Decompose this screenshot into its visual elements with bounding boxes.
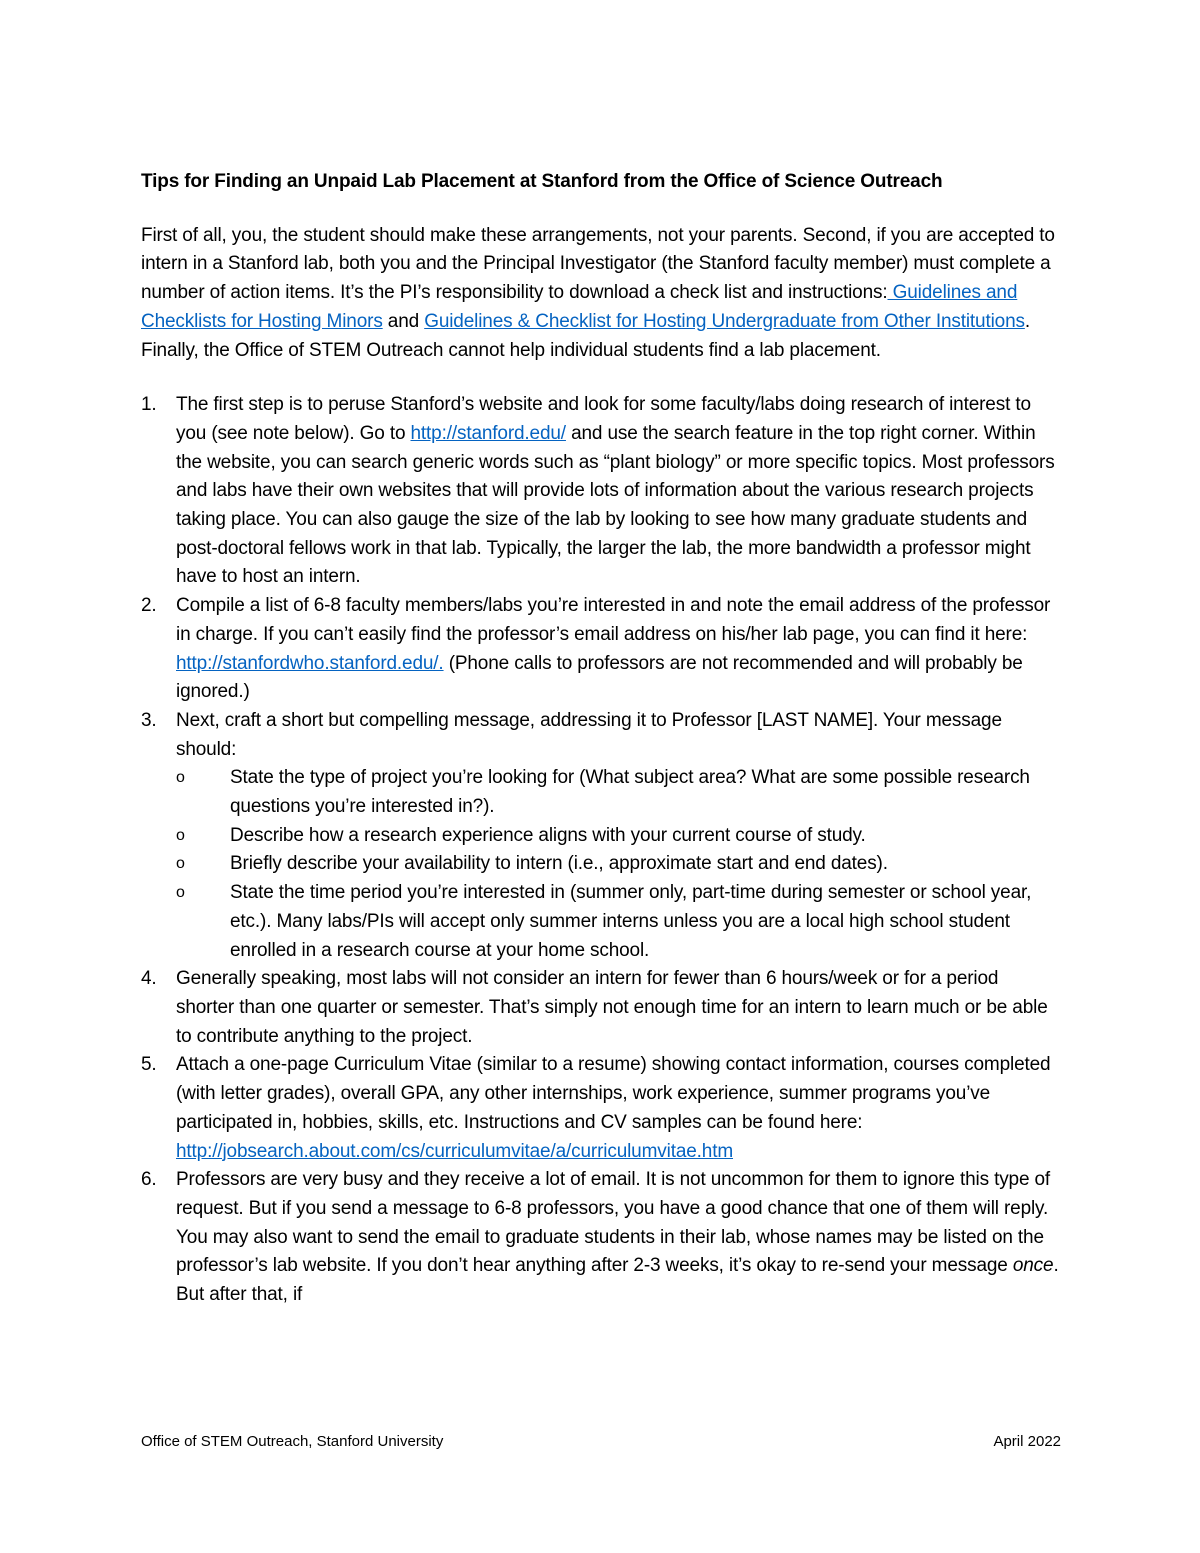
step-1-text-2: and use the search feature in the top right corner. Within the website, you can search generic words such as “plant biology” or more specific topics. Most professors and labs have their own websites that will provide lots of information about the various research projects taking place. You can also gauge the size of the lab by looking to see how many graduate students and post-doctoral fellows work in that lab. Typically, the larger the lab, the more bandwidth a professor might have to host an intern. (176, 422, 1055, 588)
step-2-text-2: (Phone calls to professors are not recommended and will probably be ignored.) (176, 652, 1023, 703)
bullet-text: State the type of project you’re looking for (What subject area? What are some possible research questions you’re interested in?). (230, 767, 1030, 818)
steps-list (141, 391, 1061, 1310)
step-number: 4. (141, 968, 157, 990)
cv-instructions-link[interactable]: http://jobsearch.about.com/cs/curriculumvitae/a/curriculumvitae.htm (176, 1140, 734, 1162)
footer-organization: Office of STEM Outreach, Stanford University (141, 1433, 444, 1450)
step-5-text: Attach a one-page Curriculum Vitae (similar to a resume) showing contact information, courses completed (with letter grades), overall GPA, any other internships, work experience, summer programs you’ve participated in, hobbies, skills, etc. Instructions and CV samples can be found here: (176, 1054, 1051, 1133)
step-2 (141, 592, 1061, 707)
step-number: 2. (141, 595, 157, 617)
guidelines-undergrad-link[interactable]: Guidelines & Checklist for Hosting Undergraduate from Other Institutions (424, 310, 1025, 332)
intro-paragraph (141, 222, 1061, 366)
bullet-text: Describe how a research experience aligns with your current course of study. (230, 824, 866, 846)
list-item (176, 850, 1061, 879)
step-number: 5. (141, 1054, 157, 1076)
bullet-icon: o (176, 884, 185, 902)
page-footer (141, 1433, 1061, 1450)
intro-text-3: . Finally, the Office of STEM Outreach cannot help individual students find a lab placement. (141, 310, 1030, 361)
step-1-text-1: The first step is to peruse Stanford’s website and look for some faculty/labs doing research of interest to you (see note below). Go to (176, 394, 1031, 444)
bullet-icon: o (176, 855, 185, 873)
bullet-text: Briefly describe your availability to intern (i.e., approximate start and end dates). (230, 853, 888, 875)
stanfordwho-link[interactable]: http://stanfordwho.stanford.edu/. (176, 652, 444, 674)
step-4-text: Generally speaking, most labs will not consider an intern for fewer than 6 hours/week or for a period shorter than one quarter or semester. That’s simply not enough time for an intern to learn much or be able to contribute anything to the project. (176, 968, 1048, 1047)
step-6-emphasis: once (1012, 1255, 1054, 1277)
bullet-icon: o (176, 826, 185, 844)
list-item (176, 764, 1061, 821)
bullet-text: State the time period you’re interested in (summer only, part-time during semester or school year, etc.). Many labs/PIs will accept only summer interns unless you are a local high school student enrolled in a research course at your home school. (230, 882, 1032, 961)
guidelines-minors-link[interactable]: Guidelines and Checklists for Hosting Minors (141, 282, 1018, 332)
step-2-text-1: Compile a list of 6-8 faculty members/labs you’re interested in and note the email address of the professor in charge. If you can’t easily find the professor’s email address on his/her lab page, you can find it here: (176, 595, 1051, 645)
step-6-text-1: Professors are very busy and they receive a lot of email. It is not uncommon for them to ignore this type of request. But if you send a message to 6-8 professors, you have a good chance that one of them will reply. You may also want to send the email to graduate students in their lab, whose names may be listed on the professor’s lab website. If you don’t hear anything after 2-3 weeks, it’s okay to re-send your message (176, 1169, 1051, 1277)
message-checklist (176, 764, 1061, 965)
list-item (176, 879, 1061, 965)
step-4 (141, 965, 1061, 1051)
step-1 (141, 391, 1061, 592)
step-6-text-2: . But after that, if (176, 1255, 1059, 1306)
step-6 (141, 1166, 1061, 1310)
intro-text-1: First of all, you, the student should make these arrangements, not your parents. Second, if you are accepted to intern in a Stanford lab, both you and the Principal Investigator (the Stanford faculty member) must complete a number of action items. It’s the PI’s responsibility to download a check list and instructions: (141, 224, 1055, 304)
step-number: 1. (141, 394, 157, 416)
footer-date: April 2022 (993, 1433, 1061, 1450)
bullet-icon: o (176, 769, 185, 787)
document-body (141, 168, 1061, 1310)
step-number: 3. (141, 709, 157, 731)
document-title: Tips for Finding an Unpaid Lab Placement at Stanford from the Office of Science Outreach (141, 171, 943, 192)
step-3 (141, 707, 1061, 965)
stanford-website-link[interactable]: http://stanford.edu/ (410, 422, 566, 444)
step-5 (141, 1051, 1061, 1166)
step-number: 6. (141, 1169, 157, 1191)
intro-text-2: and (382, 310, 425, 332)
list-item (176, 822, 1061, 851)
step-3-text: Next, craft a short but compelling message, addressing it to Professor [LAST NAME]. Your message should: (176, 709, 1002, 760)
